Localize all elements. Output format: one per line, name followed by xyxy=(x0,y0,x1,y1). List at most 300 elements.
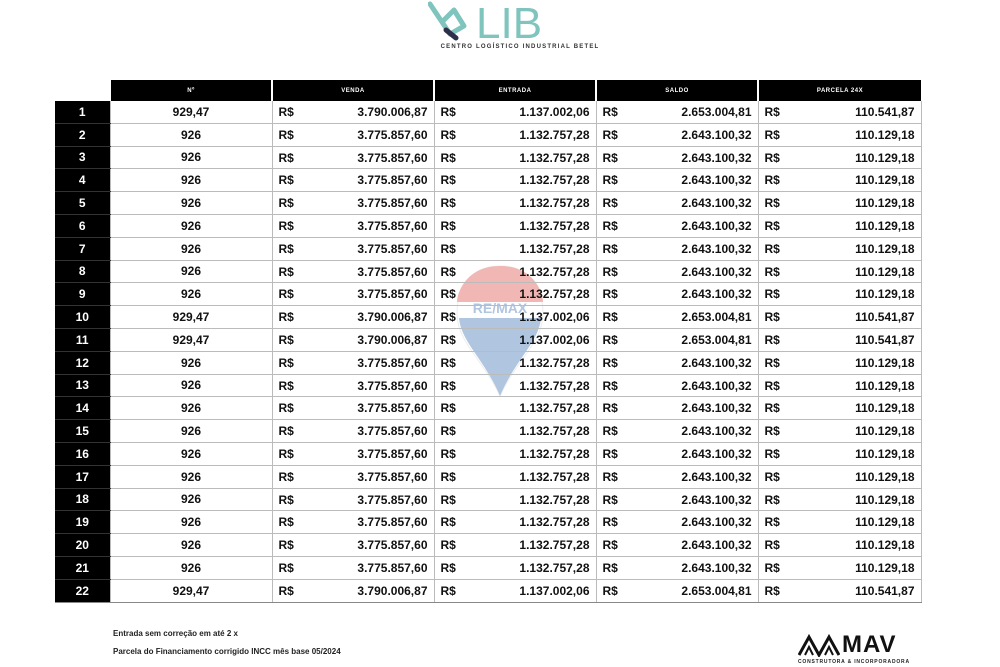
cell-entrada xyxy=(434,442,596,465)
currency-label: R$ xyxy=(764,378,780,393)
currency-label: R$ xyxy=(602,287,618,302)
cell-saldo xyxy=(596,374,758,397)
cell-number: 926 xyxy=(110,534,272,557)
cell-saldo xyxy=(596,511,758,534)
parcela-amount: 110.129,18 xyxy=(855,264,915,279)
entrada-amount: 1.137.002,06 xyxy=(519,332,590,347)
cell-number: 926 xyxy=(110,146,272,169)
venda-amount: 3.790.006,87 xyxy=(357,332,428,347)
parcela-amount: 110.129,18 xyxy=(855,355,915,370)
currency-label: R$ xyxy=(278,424,294,439)
parcela-amount: 110.541,87 xyxy=(855,583,915,598)
cell-venda xyxy=(272,579,434,602)
currency-label: R$ xyxy=(764,150,780,165)
saldo-amount: 2.643.100,32 xyxy=(681,127,752,142)
cell-number: 926 xyxy=(110,169,272,192)
cell-venda xyxy=(272,123,434,146)
cell-number: 926 xyxy=(110,214,272,237)
row-index: 17 xyxy=(55,465,110,488)
cell-saldo xyxy=(596,556,758,579)
cell-entrada xyxy=(434,511,596,534)
parcela-amount: 110.129,18 xyxy=(855,378,915,393)
currency-label: R$ xyxy=(278,401,294,416)
cell-saldo xyxy=(596,237,758,260)
cell-entrada xyxy=(434,556,596,579)
currency-label: R$ xyxy=(602,196,618,211)
venda-amount: 3.790.006,87 xyxy=(357,583,428,598)
entrada-amount: 1.132.757,28 xyxy=(519,218,590,233)
currency-label: R$ xyxy=(440,287,456,302)
cell-parcela xyxy=(758,374,921,397)
currency-label: R$ xyxy=(602,150,618,165)
parcela-amount: 110.129,18 xyxy=(855,173,915,188)
currency-label: R$ xyxy=(440,401,456,416)
table-row xyxy=(55,123,921,146)
currency-label: R$ xyxy=(440,196,456,211)
row-index: 5 xyxy=(55,192,110,215)
currency-label: R$ xyxy=(278,218,294,233)
cell-parcela xyxy=(758,511,921,534)
table-row xyxy=(55,351,921,374)
cell-number: 929,47 xyxy=(110,579,272,602)
row-index: 9 xyxy=(55,283,110,306)
cell-venda xyxy=(272,192,434,215)
currency-label: R$ xyxy=(764,310,780,325)
row-index: 20 xyxy=(55,534,110,557)
entrada-amount: 1.132.757,28 xyxy=(519,287,590,302)
cell-number: 929,47 xyxy=(110,306,272,329)
cell-venda xyxy=(272,169,434,192)
cell-number: 929,47 xyxy=(110,328,272,351)
cell-saldo xyxy=(596,534,758,557)
saldo-amount: 2.643.100,32 xyxy=(681,538,752,553)
cell-venda xyxy=(272,214,434,237)
cell-number: 926 xyxy=(110,374,272,397)
entrada-amount: 1.132.757,28 xyxy=(519,424,590,439)
table-row xyxy=(55,146,921,169)
cell-number: 929,47 xyxy=(110,101,272,123)
cell-entrada xyxy=(434,351,596,374)
entrada-amount: 1.132.757,28 xyxy=(519,241,590,256)
cell-parcela xyxy=(758,169,921,192)
mav-tagline: CONSTRUTORA & INCORPORADORA xyxy=(798,659,910,665)
cell-entrada xyxy=(434,420,596,443)
cell-number: 926 xyxy=(110,283,272,306)
cell-saldo xyxy=(596,169,758,192)
currency-label: R$ xyxy=(764,196,780,211)
saldo-amount: 2.643.100,32 xyxy=(681,424,752,439)
cell-venda xyxy=(272,283,434,306)
row-index: 1 xyxy=(55,101,110,123)
cell-entrada xyxy=(434,283,596,306)
venda-amount: 3.775.857,60 xyxy=(357,378,428,393)
saldo-amount: 2.643.100,32 xyxy=(681,173,752,188)
table-body xyxy=(55,101,921,602)
row-index: 15 xyxy=(55,420,110,443)
currency-label: R$ xyxy=(602,492,618,507)
currency-label: R$ xyxy=(602,218,618,233)
venda-amount: 3.775.857,60 xyxy=(357,401,428,416)
saldo-amount: 2.653.004,81 xyxy=(681,310,752,325)
currency-label: R$ xyxy=(602,264,618,279)
entrada-amount: 1.132.757,28 xyxy=(519,469,590,484)
currency-label: R$ xyxy=(440,560,456,575)
currency-label: R$ xyxy=(278,378,294,393)
currency-label: R$ xyxy=(602,105,618,119)
entrada-amount: 1.132.757,28 xyxy=(519,560,590,575)
cell-entrada xyxy=(434,397,596,420)
table-row xyxy=(55,260,921,283)
table-row xyxy=(55,420,921,443)
table-row xyxy=(55,374,921,397)
logo-subtitle: CENTRO LOGÍSTICO INDUSTRIAL BETEL xyxy=(440,44,600,50)
currency-label: R$ xyxy=(764,583,780,598)
parcela-amount: 110.129,18 xyxy=(855,401,915,416)
cell-number: 926 xyxy=(110,351,272,374)
currency-label: R$ xyxy=(278,446,294,461)
cell-parcela xyxy=(758,442,921,465)
currency-label: R$ xyxy=(278,105,294,119)
parcela-amount: 110.129,18 xyxy=(855,196,915,211)
parcela-amount: 110.129,18 xyxy=(855,287,915,302)
saldo-amount: 2.643.100,32 xyxy=(681,218,752,233)
currency-label: R$ xyxy=(440,150,456,165)
currency-label: R$ xyxy=(440,264,456,279)
parcela-amount: 110.129,18 xyxy=(855,515,915,530)
row-index: 11 xyxy=(55,328,110,351)
cell-saldo xyxy=(596,146,758,169)
cell-venda xyxy=(272,488,434,511)
currency-label: R$ xyxy=(602,446,618,461)
currency-label: R$ xyxy=(278,583,294,598)
currency-label: R$ xyxy=(440,492,456,507)
currency-label: R$ xyxy=(440,105,456,119)
cell-parcela xyxy=(758,328,921,351)
currency-label: R$ xyxy=(440,424,456,439)
cell-parcela xyxy=(758,214,921,237)
cell-venda xyxy=(272,260,434,283)
entrada-amount: 1.132.757,28 xyxy=(519,196,590,211)
cell-saldo xyxy=(596,442,758,465)
currency-label: R$ xyxy=(278,264,294,279)
saldo-amount: 2.643.100,32 xyxy=(681,150,752,165)
saldo-amount: 2.643.100,32 xyxy=(681,287,752,302)
lib-logo xyxy=(0,0,1000,60)
cell-venda xyxy=(272,534,434,557)
currency-label: R$ xyxy=(278,332,294,347)
cell-entrada xyxy=(434,579,596,602)
row-index: 13 xyxy=(55,374,110,397)
currency-label: R$ xyxy=(602,469,618,484)
venda-amount: 3.775.857,60 xyxy=(357,355,428,370)
entrada-amount: 1.132.757,28 xyxy=(519,538,590,553)
row-index: 22 xyxy=(55,579,110,602)
row-index: 4 xyxy=(55,169,110,192)
venda-amount: 3.775.857,60 xyxy=(357,515,428,530)
cell-number: 926 xyxy=(110,511,272,534)
parcela-amount: 110.541,87 xyxy=(855,310,915,325)
cell-entrada xyxy=(434,214,596,237)
cell-parcela xyxy=(758,556,921,579)
cell-parcela xyxy=(758,306,921,329)
cell-entrada xyxy=(434,465,596,488)
saldo-amount: 2.643.100,32 xyxy=(681,401,752,416)
venda-amount: 3.775.857,60 xyxy=(357,492,428,507)
table-header-row xyxy=(55,80,921,101)
cell-entrada xyxy=(434,328,596,351)
cell-number: 926 xyxy=(110,442,272,465)
currency-label: R$ xyxy=(764,560,780,575)
cell-venda xyxy=(272,556,434,579)
header-parcela: PARCELA 24X xyxy=(758,80,921,101)
currency-label: R$ xyxy=(440,332,456,347)
venda-amount: 3.775.857,60 xyxy=(357,218,428,233)
table-row xyxy=(55,214,921,237)
parcela-amount: 110.129,18 xyxy=(855,241,915,256)
entrada-amount: 1.132.757,28 xyxy=(519,515,590,530)
cell-number: 926 xyxy=(110,192,272,215)
row-index: 14 xyxy=(55,397,110,420)
saldo-amount: 2.643.100,32 xyxy=(681,492,752,507)
entrada-amount: 1.137.002,06 xyxy=(519,105,590,119)
saldo-amount: 2.653.004,81 xyxy=(681,332,752,347)
currency-label: R$ xyxy=(764,492,780,507)
currency-label: R$ xyxy=(278,515,294,530)
table-row xyxy=(55,511,921,534)
currency-label: R$ xyxy=(278,173,294,188)
cell-number: 926 xyxy=(110,465,272,488)
cell-parcela xyxy=(758,192,921,215)
parcela-amount: 110.541,87 xyxy=(855,105,915,119)
currency-label: R$ xyxy=(278,287,294,302)
entrada-amount: 1.132.757,28 xyxy=(519,378,590,393)
cell-venda xyxy=(272,351,434,374)
cell-entrada xyxy=(434,306,596,329)
table-row xyxy=(55,488,921,511)
cell-number: 926 xyxy=(110,420,272,443)
parcela-amount: 110.129,18 xyxy=(855,538,915,553)
logo-wordmark: LIB xyxy=(476,0,543,44)
currency-label: R$ xyxy=(764,355,780,370)
cell-number: 926 xyxy=(110,260,272,283)
venda-amount: 3.775.857,60 xyxy=(357,446,428,461)
currency-label: R$ xyxy=(602,127,618,142)
currency-label: R$ xyxy=(440,378,456,393)
table-row xyxy=(55,442,921,465)
entrada-amount: 1.132.757,28 xyxy=(519,264,590,279)
currency-label: R$ xyxy=(764,332,780,347)
currency-label: R$ xyxy=(602,560,618,575)
currency-label: R$ xyxy=(764,538,780,553)
cell-number: 926 xyxy=(110,123,272,146)
currency-label: R$ xyxy=(764,105,780,119)
cell-saldo xyxy=(596,328,758,351)
row-index: 19 xyxy=(55,511,110,534)
currency-label: R$ xyxy=(602,424,618,439)
cell-venda xyxy=(272,442,434,465)
cell-parcela xyxy=(758,260,921,283)
saldo-amount: 2.643.100,32 xyxy=(681,241,752,256)
currency-label: R$ xyxy=(764,241,780,256)
venda-amount: 3.775.857,60 xyxy=(357,560,428,575)
cell-saldo xyxy=(596,306,758,329)
cell-saldo xyxy=(596,579,758,602)
saldo-amount: 2.643.100,32 xyxy=(681,469,752,484)
cell-saldo xyxy=(596,488,758,511)
cell-entrada xyxy=(434,101,596,123)
cell-saldo xyxy=(596,101,758,123)
entrada-amount: 1.137.002,06 xyxy=(519,310,590,325)
currency-label: R$ xyxy=(764,287,780,302)
currency-label: R$ xyxy=(764,264,780,279)
cell-venda xyxy=(272,374,434,397)
table-row xyxy=(55,283,921,306)
cell-venda xyxy=(272,397,434,420)
currency-label: R$ xyxy=(764,218,780,233)
entrada-amount: 1.137.002,06 xyxy=(519,583,590,598)
cell-number: 926 xyxy=(110,556,272,579)
header-entrada: ENTRADA xyxy=(434,80,596,101)
cell-parcela xyxy=(758,146,921,169)
table-row xyxy=(55,556,921,579)
row-index: 7 xyxy=(55,237,110,260)
currency-label: R$ xyxy=(764,127,780,142)
cell-parcela xyxy=(758,465,921,488)
currency-label: R$ xyxy=(278,560,294,575)
parcela-amount: 110.129,18 xyxy=(855,560,915,575)
note-entrada: Entrada sem correção em até 2 x xyxy=(113,629,238,638)
entrada-amount: 1.132.757,28 xyxy=(519,150,590,165)
table-row xyxy=(55,397,921,420)
currency-label: R$ xyxy=(440,355,456,370)
entrada-amount: 1.132.757,28 xyxy=(519,492,590,507)
row-index: 21 xyxy=(55,556,110,579)
currency-label: R$ xyxy=(440,173,456,188)
saldo-amount: 2.643.100,32 xyxy=(681,446,752,461)
cell-saldo xyxy=(596,465,758,488)
currency-label: R$ xyxy=(278,310,294,325)
currency-label: R$ xyxy=(440,218,456,233)
venda-amount: 3.775.857,60 xyxy=(357,538,428,553)
saldo-amount: 2.643.100,32 xyxy=(681,355,752,370)
currency-label: R$ xyxy=(440,127,456,142)
currency-label: R$ xyxy=(278,196,294,211)
saldo-amount: 2.643.100,32 xyxy=(681,560,752,575)
currency-label: R$ xyxy=(440,310,456,325)
currency-label: R$ xyxy=(602,241,618,256)
currency-label: R$ xyxy=(440,538,456,553)
table-row xyxy=(55,306,921,329)
currency-label: R$ xyxy=(278,241,294,256)
cell-venda xyxy=(272,420,434,443)
entrada-amount: 1.132.757,28 xyxy=(519,127,590,142)
venda-amount: 3.775.857,60 xyxy=(357,469,428,484)
row-index: 12 xyxy=(55,351,110,374)
cell-venda xyxy=(272,328,434,351)
cell-entrada xyxy=(434,534,596,557)
cell-entrada xyxy=(434,237,596,260)
cell-venda xyxy=(272,306,434,329)
currency-label: R$ xyxy=(764,401,780,416)
cell-saldo xyxy=(596,420,758,443)
table-row xyxy=(55,169,921,192)
venda-amount: 3.775.857,60 xyxy=(357,241,428,256)
note-parcela: Parcela do Financiamento corrigido INCC mês base 05/2024 xyxy=(113,647,341,656)
currency-label: R$ xyxy=(278,355,294,370)
venda-amount: 3.775.857,60 xyxy=(357,196,428,211)
currency-label: R$ xyxy=(440,515,456,530)
parcela-amount: 110.129,18 xyxy=(855,446,915,461)
table-row xyxy=(55,101,921,123)
row-index: 2 xyxy=(55,123,110,146)
venda-amount: 3.775.857,60 xyxy=(357,173,428,188)
venda-amount: 3.775.857,60 xyxy=(357,287,428,302)
row-index: 8 xyxy=(55,260,110,283)
saldo-amount: 2.643.100,32 xyxy=(681,264,752,279)
mav-logo xyxy=(798,633,922,667)
entrada-amount: 1.132.757,28 xyxy=(519,173,590,188)
venda-amount: 3.790.006,87 xyxy=(357,105,428,119)
header-saldo: SALDO xyxy=(596,80,758,101)
currency-label: R$ xyxy=(440,583,456,598)
cell-venda xyxy=(272,146,434,169)
sales-table xyxy=(55,80,922,603)
venda-amount: 3.775.857,60 xyxy=(357,424,428,439)
parcela-amount: 110.129,18 xyxy=(855,469,915,484)
cell-parcela xyxy=(758,420,921,443)
venda-amount: 3.775.857,60 xyxy=(357,150,428,165)
cell-parcela xyxy=(758,579,921,602)
cell-parcela xyxy=(758,488,921,511)
currency-label: R$ xyxy=(278,150,294,165)
currency-label: R$ xyxy=(278,469,294,484)
venda-amount: 3.775.857,60 xyxy=(357,264,428,279)
cell-venda xyxy=(272,465,434,488)
table-row xyxy=(55,237,921,260)
currency-label: R$ xyxy=(764,446,780,461)
lib-logo-mark-icon xyxy=(428,0,608,44)
header-corner xyxy=(55,80,110,101)
cell-entrada xyxy=(434,488,596,511)
currency-label: R$ xyxy=(602,378,618,393)
saldo-amount: 2.643.100,32 xyxy=(681,378,752,393)
header-venda: VENDA xyxy=(272,80,434,101)
cell-venda xyxy=(272,237,434,260)
currency-label: R$ xyxy=(602,515,618,530)
cell-saldo xyxy=(596,397,758,420)
cell-parcela xyxy=(758,237,921,260)
cell-entrada xyxy=(434,123,596,146)
table-row xyxy=(55,192,921,215)
currency-label: R$ xyxy=(440,469,456,484)
mav-wordmark: MAV xyxy=(842,631,897,658)
cell-saldo xyxy=(596,260,758,283)
saldo-amount: 2.643.100,32 xyxy=(681,515,752,530)
row-index: 16 xyxy=(55,442,110,465)
venda-amount: 3.790.006,87 xyxy=(357,310,428,325)
table-row xyxy=(55,328,921,351)
saldo-amount: 2.653.004,81 xyxy=(681,583,752,598)
cell-saldo xyxy=(596,123,758,146)
row-index: 3 xyxy=(55,146,110,169)
row-index: 10 xyxy=(55,306,110,329)
cell-number: 926 xyxy=(110,237,272,260)
currency-label: R$ xyxy=(602,401,618,416)
currency-label: R$ xyxy=(602,310,618,325)
currency-label: R$ xyxy=(602,355,618,370)
currency-label: R$ xyxy=(440,241,456,256)
cell-parcela xyxy=(758,283,921,306)
